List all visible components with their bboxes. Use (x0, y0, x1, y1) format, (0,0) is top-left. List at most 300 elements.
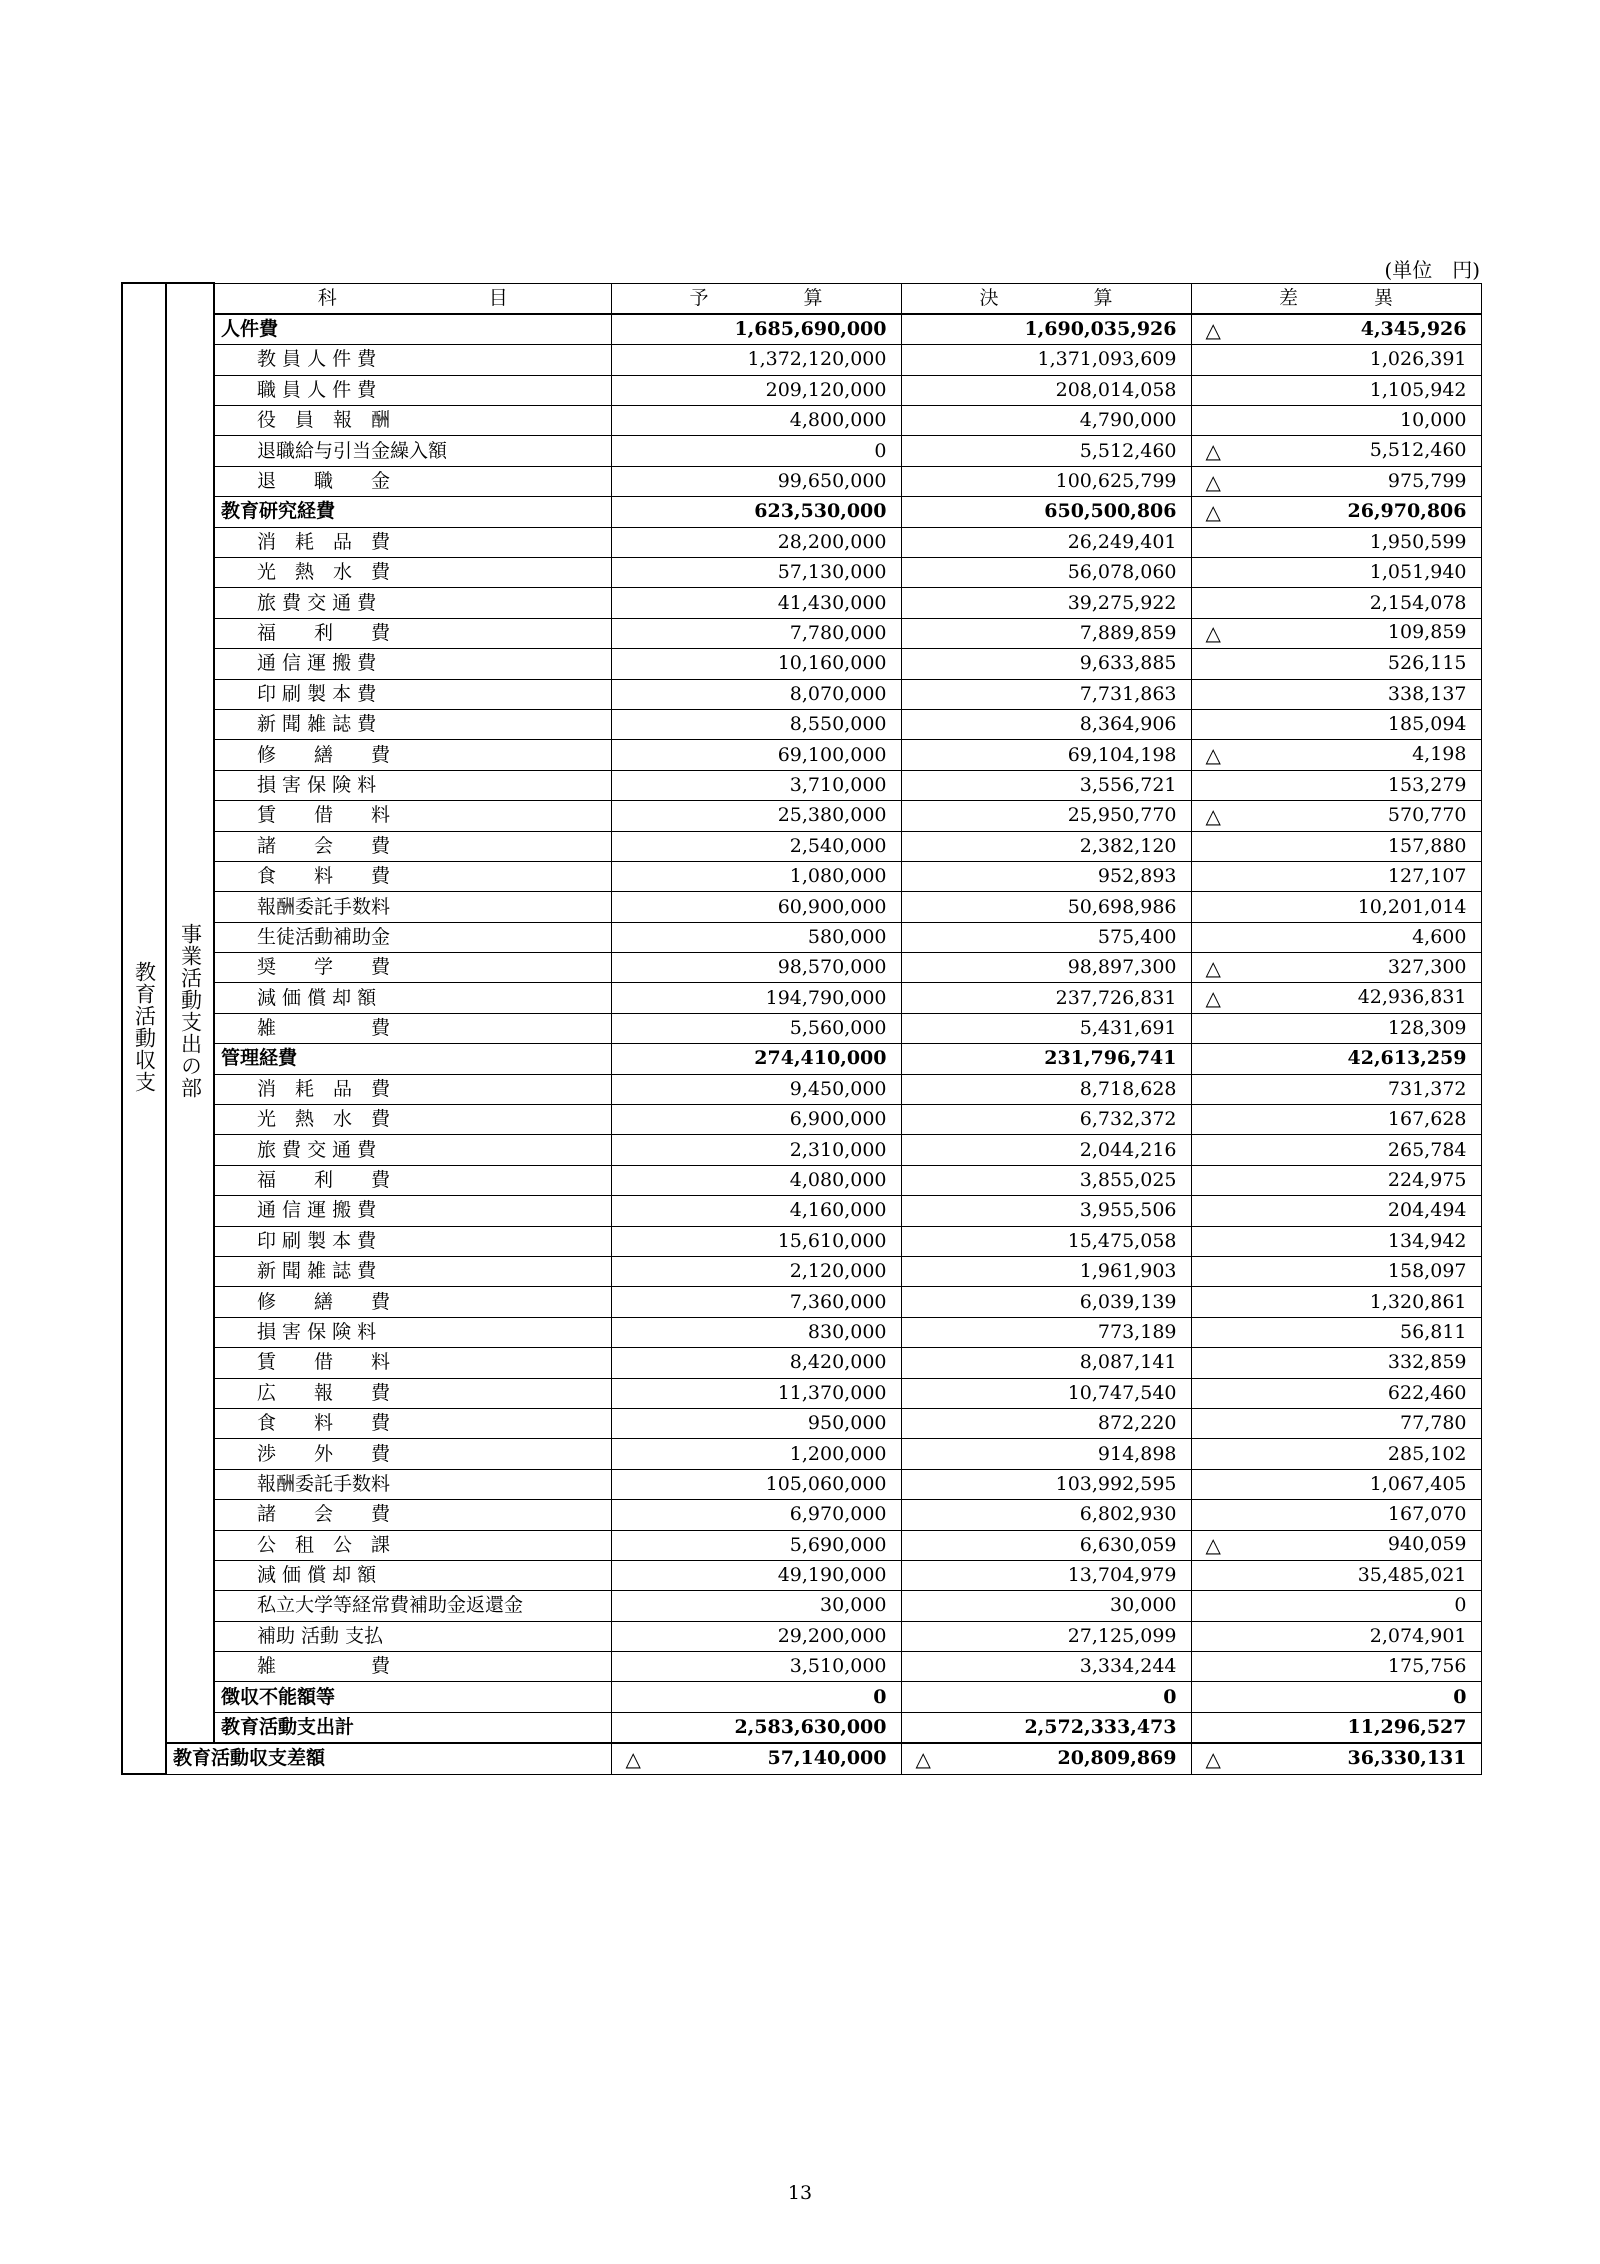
difference-value: 128,309 (1387, 1017, 1467, 1040)
row-difference (1191, 679, 1481, 709)
row-actual: 6,630,059 (901, 1530, 1191, 1560)
row-item-name: 光 熱 水 費 (214, 558, 611, 588)
table-row (122, 1621, 1481, 1651)
row-difference (1191, 1378, 1481, 1408)
table-row (122, 1560, 1481, 1590)
row-budget: 98,570,000 (611, 953, 901, 983)
row-item-name: 徴収不能額等 (214, 1682, 611, 1712)
table-row (122, 1287, 1481, 1317)
row-actual: 15,475,058 (901, 1226, 1191, 1256)
row-actual: 26,249,401 (901, 527, 1191, 557)
row-difference (1191, 1287, 1481, 1317)
row-budget: 5,690,000 (611, 1530, 901, 1560)
difference-value: 10,000 (1400, 409, 1467, 432)
negative-triangle-mark: △ (1205, 803, 1221, 828)
row-item-name: 印 刷 製 本 費 (214, 1226, 611, 1256)
row-difference (1191, 1165, 1481, 1195)
row-item-name: 旅 費 交 通 費 (214, 588, 611, 618)
row-budget: 49,190,000 (611, 1560, 901, 1590)
row-item-name: 報酬委託手数料 (214, 1469, 611, 1499)
table-row (122, 1257, 1481, 1287)
difference-value: 1,026,391 (1369, 348, 1467, 371)
row-item-name: 教 員 人 件 費 (214, 345, 611, 375)
row-actual: 2,572,333,473 (901, 1712, 1191, 1743)
row-actual: 3,556,721 (901, 770, 1191, 800)
row-budget: 0 (611, 1682, 901, 1712)
row-actual: 7,889,859 (901, 618, 1191, 648)
row-item-name: 賃 借 料 (214, 1348, 611, 1378)
row-difference (1191, 770, 1481, 800)
table-row (122, 1317, 1481, 1347)
row-actual: 650,500,806 (901, 497, 1191, 527)
negative-triangle-mark: △ (1205, 1746, 1221, 1771)
row-difference (1191, 1591, 1481, 1621)
row-budget: 8,420,000 (611, 1348, 901, 1378)
difference-value: 35,485,021 (1357, 1564, 1467, 1587)
row-budget: 0 (611, 436, 901, 466)
row-difference (1191, 1682, 1481, 1712)
table-row (122, 1408, 1481, 1438)
table-row (122, 831, 1481, 861)
row-item-name: 賃 借 料 (214, 801, 611, 831)
difference-value: 167,070 (1387, 1503, 1467, 1526)
row-actual: 39,275,922 (901, 588, 1191, 618)
row-difference (1191, 314, 1481, 345)
row-actual: 3,334,244 (901, 1652, 1191, 1682)
table-row (122, 1074, 1481, 1104)
negative-triangle-mark: △ (625, 1746, 641, 1771)
row-difference (1191, 1257, 1481, 1287)
difference-value: 2,074,901 (1369, 1624, 1467, 1647)
row-item-name: 職 員 人 件 費 (214, 375, 611, 405)
expenditure-side-label: 事業活動支出の部 (166, 283, 214, 1743)
row-item-name: 奨 学 費 (214, 953, 611, 983)
row-budget: 580,000 (611, 922, 901, 952)
category-row (122, 497, 1481, 527)
row-actual: 100,625,799 (901, 466, 1191, 496)
row-budget: 6,900,000 (611, 1105, 901, 1135)
row-difference (1191, 922, 1481, 952)
table-row (122, 922, 1481, 952)
row-difference (1191, 345, 1481, 375)
row-actual: 27,125,099 (901, 1621, 1191, 1651)
table-row (122, 709, 1481, 739)
row-difference (1191, 1439, 1481, 1469)
row-difference (1191, 375, 1481, 405)
balance-label: 教育活動収支差額 (166, 1743, 611, 1774)
negative-triangle-mark: △ (1205, 1533, 1221, 1558)
row-actual: 3,855,025 (901, 1165, 1191, 1195)
table-row (122, 1226, 1481, 1256)
row-budget: 3,510,000 (611, 1652, 901, 1682)
balance-value: 36,330,131 (1347, 1746, 1467, 1769)
table-row (122, 406, 1481, 436)
difference-value: 167,628 (1387, 1108, 1467, 1131)
row-difference (1191, 740, 1481, 770)
difference-value: 10,201,014 (1357, 895, 1467, 918)
difference-value: 224,975 (1387, 1169, 1467, 1192)
table-row (122, 1530, 1481, 1560)
row-budget: 99,650,000 (611, 466, 901, 496)
difference-value: 157,880 (1387, 834, 1467, 857)
table-row (122, 375, 1481, 405)
balance-difference (1191, 1743, 1481, 1774)
row-difference (1191, 558, 1481, 588)
difference-value: 285,102 (1387, 1442, 1467, 1465)
table-row (122, 801, 1481, 831)
row-actual: 4,790,000 (901, 406, 1191, 436)
row-actual: 8,718,628 (901, 1074, 1191, 1104)
table-row (122, 1652, 1481, 1682)
row-difference (1191, 588, 1481, 618)
difference-value: 1,105,942 (1369, 378, 1467, 401)
row-actual: 1,371,093,609 (901, 345, 1191, 375)
row-actual: 9,633,885 (901, 649, 1191, 679)
row-item-name: 役 員 報 酬 (214, 406, 611, 436)
difference-value: 134,942 (1387, 1229, 1467, 1252)
row-budget: 9,450,000 (611, 1074, 901, 1104)
row-item-name: 消 耗 品 費 (214, 1074, 611, 1104)
row-item-name: 諸 会 費 (214, 1500, 611, 1530)
row-difference (1191, 466, 1481, 496)
row-actual: 2,044,216 (901, 1135, 1191, 1165)
difference-value: 4,345,926 (1360, 317, 1467, 340)
row-difference (1191, 1712, 1481, 1743)
table-row (122, 527, 1481, 557)
row-actual: 7,731,863 (901, 679, 1191, 709)
difference-value: 204,494 (1387, 1199, 1467, 1222)
row-budget: 623,530,000 (611, 497, 901, 527)
header-item: 科 目 (214, 283, 611, 314)
row-item-name: 消 耗 品 費 (214, 527, 611, 557)
difference-value: 56,811 (1400, 1320, 1467, 1343)
row-actual: 5,431,691 (901, 1013, 1191, 1043)
negative-triangle-mark: △ (1205, 439, 1221, 464)
row-actual: 13,704,979 (901, 1560, 1191, 1590)
row-difference (1191, 1044, 1481, 1074)
row-budget: 6,970,000 (611, 1500, 901, 1530)
difference-value: 1,051,940 (1369, 561, 1467, 584)
table-row (122, 1378, 1481, 1408)
row-item-name: 損 害 保 険 料 (214, 1317, 611, 1347)
row-item-name: 広 報 費 (214, 1378, 611, 1408)
row-budget: 4,800,000 (611, 406, 901, 436)
row-item-name: 食 料 費 (214, 1408, 611, 1438)
balance-actual (901, 1743, 1191, 1774)
row-actual: 0 (901, 1682, 1191, 1712)
row-budget: 2,583,630,000 (611, 1712, 901, 1743)
table-row (122, 861, 1481, 891)
row-item-name: 退職給与引当金繰入額 (214, 436, 611, 466)
difference-value: 42,936,831 (1357, 986, 1467, 1009)
category-row (122, 314, 1481, 345)
row-actual: 5,512,460 (901, 436, 1191, 466)
negative-triangle-mark: △ (1205, 499, 1221, 524)
table-row (122, 770, 1481, 800)
table-row (122, 588, 1481, 618)
row-budget: 5,560,000 (611, 1013, 901, 1043)
row-budget: 1,080,000 (611, 861, 901, 891)
education-activity-side-label: 教育活動収支 (122, 283, 166, 1774)
difference-value: 26,970,806 (1347, 499, 1467, 522)
difference-value: 731,372 (1387, 1077, 1467, 1100)
unit-label: (単位 円) (1384, 258, 1480, 282)
row-difference (1191, 1500, 1481, 1530)
difference-value: 327,300 (1387, 955, 1467, 978)
table-row (122, 1013, 1481, 1043)
expenditure-table (121, 282, 1482, 1775)
row-difference (1191, 1317, 1481, 1347)
row-item-name: 雑 費 (214, 1652, 611, 1682)
difference-value: 1,067,405 (1369, 1472, 1467, 1495)
row-difference (1191, 527, 1481, 557)
row-budget: 15,610,000 (611, 1226, 901, 1256)
row-budget: 28,200,000 (611, 527, 901, 557)
row-difference (1191, 1196, 1481, 1226)
row-difference (1191, 1652, 1481, 1682)
row-budget: 3,710,000 (611, 770, 901, 800)
row-budget: 7,360,000 (611, 1287, 901, 1317)
row-budget: 1,685,690,000 (611, 314, 901, 345)
row-actual: 69,104,198 (901, 740, 1191, 770)
row-item-name: 人件費 (214, 314, 611, 345)
row-difference (1191, 831, 1481, 861)
page-number: 13 (787, 2182, 813, 2204)
row-item-name: 印 刷 製 本 費 (214, 679, 611, 709)
row-item-name: 減 価 償 却 額 (214, 983, 611, 1013)
row-item-name: 光 熱 水 費 (214, 1105, 611, 1135)
row-actual: 2,382,120 (901, 831, 1191, 861)
table-row (122, 892, 1481, 922)
difference-value: 940,059 (1387, 1533, 1467, 1556)
difference-value: 975,799 (1387, 469, 1467, 492)
row-actual: 208,014,058 (901, 375, 1191, 405)
table-row (122, 1591, 1481, 1621)
table-row (122, 618, 1481, 648)
row-item-name: 公 租 公 課 (214, 1530, 611, 1560)
row-item-name: 私立大学等経常費補助金返還金 (214, 1591, 611, 1621)
category-row (122, 1682, 1481, 1712)
row-budget: 4,080,000 (611, 1165, 901, 1195)
row-difference (1191, 1348, 1481, 1378)
row-item-name: 福 利 費 (214, 618, 611, 648)
row-actual: 8,364,906 (901, 709, 1191, 739)
row-item-name: 福 利 費 (214, 1165, 611, 1195)
row-actual: 103,992,595 (901, 1469, 1191, 1499)
balance-value: 57,140,000 (767, 1746, 887, 1769)
row-item-name: 諸 会 費 (214, 831, 611, 861)
difference-value: 570,770 (1387, 803, 1467, 826)
table-row (122, 1348, 1481, 1378)
negative-triangle-mark: △ (1205, 621, 1221, 646)
row-difference (1191, 1013, 1481, 1043)
row-item-name: 教育研究経費 (214, 497, 611, 527)
difference-value: 109,859 (1387, 621, 1467, 644)
row-item-name: 渉 外 費 (214, 1439, 611, 1469)
row-actual: 3,955,506 (901, 1196, 1191, 1226)
negative-triangle-mark: △ (1205, 317, 1221, 342)
row-difference (1191, 983, 1481, 1013)
difference-value: 332,859 (1387, 1351, 1467, 1374)
table-row (122, 740, 1481, 770)
header-difference: 差 異 (1191, 283, 1481, 314)
row-difference (1191, 892, 1481, 922)
row-budget: 2,310,000 (611, 1135, 901, 1165)
difference-value: 77,780 (1400, 1412, 1467, 1435)
difference-value: 0 (1453, 1685, 1467, 1708)
row-actual: 914,898 (901, 1439, 1191, 1469)
row-difference (1191, 709, 1481, 739)
difference-value: 2,154,078 (1369, 591, 1467, 614)
row-difference (1191, 649, 1481, 679)
row-budget: 1,200,000 (611, 1439, 901, 1469)
row-item-name: 損 害 保 険 料 (214, 770, 611, 800)
row-actual: 952,893 (901, 861, 1191, 891)
row-item-name: 旅 費 交 通 費 (214, 1135, 611, 1165)
table-row (122, 345, 1481, 375)
difference-value: 1,950,599 (1369, 530, 1467, 553)
negative-triangle-mark: △ (915, 1746, 931, 1771)
table-row (122, 436, 1481, 466)
row-actual: 56,078,060 (901, 558, 1191, 588)
row-difference (1191, 1408, 1481, 1438)
row-actual: 872,220 (901, 1408, 1191, 1438)
row-actual: 773,189 (901, 1317, 1191, 1347)
table-row (122, 466, 1481, 496)
difference-value: 11,296,527 (1347, 1716, 1467, 1739)
negative-triangle-mark: △ (1205, 469, 1221, 494)
row-actual: 1,961,903 (901, 1257, 1191, 1287)
row-budget: 950,000 (611, 1408, 901, 1438)
difference-value: 338,137 (1387, 682, 1467, 705)
row-difference (1191, 861, 1481, 891)
row-budget: 274,410,000 (611, 1044, 901, 1074)
row-item-name: 通 信 運 搬 費 (214, 1196, 611, 1226)
row-difference (1191, 497, 1481, 527)
row-item-name: 修 繕 費 (214, 740, 611, 770)
difference-value: 4,198 (1412, 743, 1467, 766)
category-row (122, 1712, 1481, 1743)
row-difference (1191, 1135, 1481, 1165)
header-row (122, 283, 1481, 314)
difference-value: 5,512,460 (1369, 439, 1467, 462)
row-budget: 25,380,000 (611, 801, 901, 831)
row-difference (1191, 1621, 1481, 1651)
row-item-name: 修 繕 費 (214, 1287, 611, 1317)
row-difference (1191, 953, 1481, 983)
row-budget: 69,100,000 (611, 740, 901, 770)
row-budget: 60,900,000 (611, 892, 901, 922)
difference-value: 265,784 (1387, 1138, 1467, 1161)
row-item-name: 退 職 金 (214, 466, 611, 496)
row-budget: 41,430,000 (611, 588, 901, 618)
row-item-name: 減 価 償 却 額 (214, 1560, 611, 1590)
difference-value: 622,460 (1387, 1381, 1467, 1404)
difference-value: 0 (1454, 1594, 1467, 1617)
row-item-name: 生徒活動補助金 (214, 922, 611, 952)
row-actual: 6,039,139 (901, 1287, 1191, 1317)
difference-value: 175,756 (1387, 1655, 1467, 1678)
row-budget: 8,550,000 (611, 709, 901, 739)
row-budget: 194,790,000 (611, 983, 901, 1013)
row-budget: 4,160,000 (611, 1196, 901, 1226)
table-row (122, 558, 1481, 588)
negative-triangle-mark: △ (1205, 955, 1221, 980)
row-difference (1191, 801, 1481, 831)
row-actual: 6,732,372 (901, 1105, 1191, 1135)
row-actual: 10,747,540 (901, 1378, 1191, 1408)
row-difference (1191, 1530, 1481, 1560)
row-actual: 237,726,831 (901, 983, 1191, 1013)
row-difference (1191, 1074, 1481, 1104)
negative-triangle-mark: △ (1205, 986, 1221, 1011)
category-row (122, 1044, 1481, 1074)
table-row (122, 1439, 1481, 1469)
row-difference (1191, 1105, 1481, 1135)
row-budget: 209,120,000 (611, 375, 901, 405)
row-difference (1191, 1469, 1481, 1499)
row-budget: 11,370,000 (611, 1378, 901, 1408)
row-actual: 231,796,741 (901, 1044, 1191, 1074)
row-item-name: 新 聞 雑 誌 費 (214, 1257, 611, 1287)
row-difference (1191, 406, 1481, 436)
table-row (122, 1469, 1481, 1499)
table-row (122, 983, 1481, 1013)
row-actual: 575,400 (901, 922, 1191, 952)
header-actual: 決 算 (901, 283, 1191, 314)
difference-value: 42,613,259 (1347, 1047, 1467, 1070)
row-actual: 30,000 (901, 1591, 1191, 1621)
row-item-name: 補助 活動 支払 (214, 1621, 611, 1651)
table-row (122, 679, 1481, 709)
difference-value: 526,115 (1387, 652, 1467, 675)
row-item-name: 新 聞 雑 誌 費 (214, 709, 611, 739)
row-actual: 8,087,141 (901, 1348, 1191, 1378)
difference-value: 4,600 (1412, 925, 1467, 948)
row-actual: 25,950,770 (901, 801, 1191, 831)
difference-value: 1,320,861 (1369, 1290, 1467, 1313)
difference-value: 158,097 (1387, 1260, 1467, 1283)
row-item-name: 管理経費 (214, 1044, 611, 1074)
balance-row (122, 1743, 1481, 1774)
row-item-name: 雑 費 (214, 1013, 611, 1043)
row-budget: 30,000 (611, 1591, 901, 1621)
row-difference (1191, 1226, 1481, 1256)
row-actual: 6,802,930 (901, 1500, 1191, 1530)
difference-value: 153,279 (1387, 773, 1467, 796)
row-item-name: 通 信 運 搬 費 (214, 649, 611, 679)
table-row (122, 1165, 1481, 1195)
row-budget: 105,060,000 (611, 1469, 901, 1499)
row-difference (1191, 1560, 1481, 1590)
balance-value: 20,809,869 (1057, 1746, 1177, 1769)
table-row (122, 1500, 1481, 1530)
row-actual: 50,698,986 (901, 892, 1191, 922)
row-actual: 1,690,035,926 (901, 314, 1191, 345)
row-actual: 98,897,300 (901, 953, 1191, 983)
row-budget: 2,120,000 (611, 1257, 901, 1287)
row-difference (1191, 618, 1481, 648)
row-budget: 830,000 (611, 1317, 901, 1347)
row-difference (1191, 436, 1481, 466)
row-budget: 1,372,120,000 (611, 345, 901, 375)
table-row (122, 1135, 1481, 1165)
row-item-name: 教育活動支出計 (214, 1712, 611, 1743)
table-row (122, 649, 1481, 679)
row-budget: 10,160,000 (611, 649, 901, 679)
row-budget: 2,540,000 (611, 831, 901, 861)
row-item-name: 報酬委託手数料 (214, 892, 611, 922)
